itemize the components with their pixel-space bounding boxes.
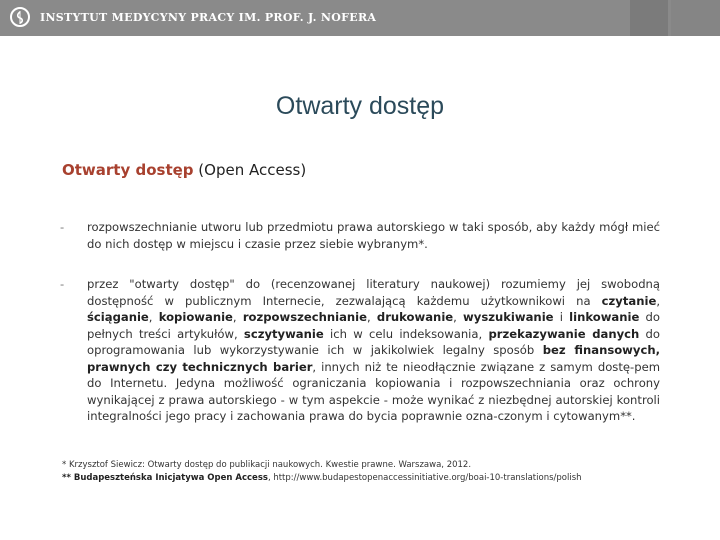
text-run: do oprogramowania lub wykorzystywanie ich w jakikolwiek legalny sposób	[87, 326, 660, 357]
section-heading-highlight: Otwarty dostęp	[62, 161, 194, 179]
text-run: ,	[453, 310, 464, 324]
list-item	[60, 276, 660, 425]
text-run: ,	[232, 310, 243, 324]
text-run: do pełnych treści artykułów,	[87, 310, 661, 341]
bold-term: sczytywanie	[243, 326, 324, 341]
bold-term: ściąganie	[87, 310, 149, 324]
footnote-2	[62, 472, 682, 485]
slide-title: Otwarty dostęp	[275, 92, 445, 120]
bold-term: czytanie	[601, 293, 657, 308]
bullet-marker: -	[60, 277, 65, 291]
bullet-text	[87, 276, 660, 425]
header-bar	[0, 0, 720, 36]
bold-term: linkowanie	[569, 310, 640, 324]
footnote-2-link[interactable]: , http://www.budapestopenaccessinitiative.org/boai-10-translations/polish	[267, 473, 582, 483]
section-heading	[62, 161, 306, 179]
text-run: ,	[367, 310, 377, 324]
footnote-1: * Krzysztof Siewicz: Otwarty dostęp do publikacji naukowych. Kwestie prawne. Warszawa, 2012.	[62, 460, 472, 470]
header-tab-decoration	[630, 0, 668, 36]
bold-term: drukowanie	[376, 310, 454, 324]
header-tab-decoration	[671, 0, 720, 36]
footnote-2-title: ** Budapeszteńska Inicjatywa Open Access	[62, 473, 268, 483]
text-run: przez "otwarty dostęp" do (recenzowanej literatury naukowej) rozumiemy jej swobodną dostępność w publicznym Internecie, zezwalającą każdemu użytkownikowi na	[87, 277, 660, 308]
text-run: ,	[148, 310, 159, 324]
text-run: i	[553, 310, 570, 324]
text-run: ,	[656, 293, 660, 308]
section-heading-rest: (Open Access)	[193, 161, 307, 179]
bold-term: przekazywanie danych	[488, 326, 640, 341]
bold-term: rozpowszechnianie	[242, 310, 367, 324]
text-run: ich w celu indeksowania,	[323, 326, 489, 341]
footnotes	[62, 459, 682, 485]
text-run: , innych niż te nieodłącznie związane z samym dostę-pem do Internetu. Jedyna możliwość ograniczania kopiowania i rozpowszechniania oraz ochrony wynikającej z prawa autorskiego - w tym aspekcie - może wynikać z niezbędnej autorskiej kontroli integralności jego pracy i zachowania prawa do bycia poprawnie ozna-czonym i cytowanym**.	[87, 359, 660, 423]
institute-logo-icon	[10, 7, 30, 27]
institution-name: INSTYTUT MEDYCYNY PRACY IM. PROF. J. NOFERA	[40, 11, 377, 24]
bullet-text: rozpowszechnianie utworu lub przedmiotu prawa autorskiego w taki sposób, aby każdy mógł mieć do nich dostęp w miejscu i czasie przez siebie wybranym*.	[87, 220, 660, 251]
list-item	[60, 219, 660, 252]
bold-term: kopiowanie	[158, 310, 233, 324]
bold-term: bez finansowych, prawnych czy technicznych barier	[87, 343, 660, 374]
bullet-marker: -	[60, 220, 65, 234]
bold-term: wyszukiwanie	[463, 310, 554, 324]
